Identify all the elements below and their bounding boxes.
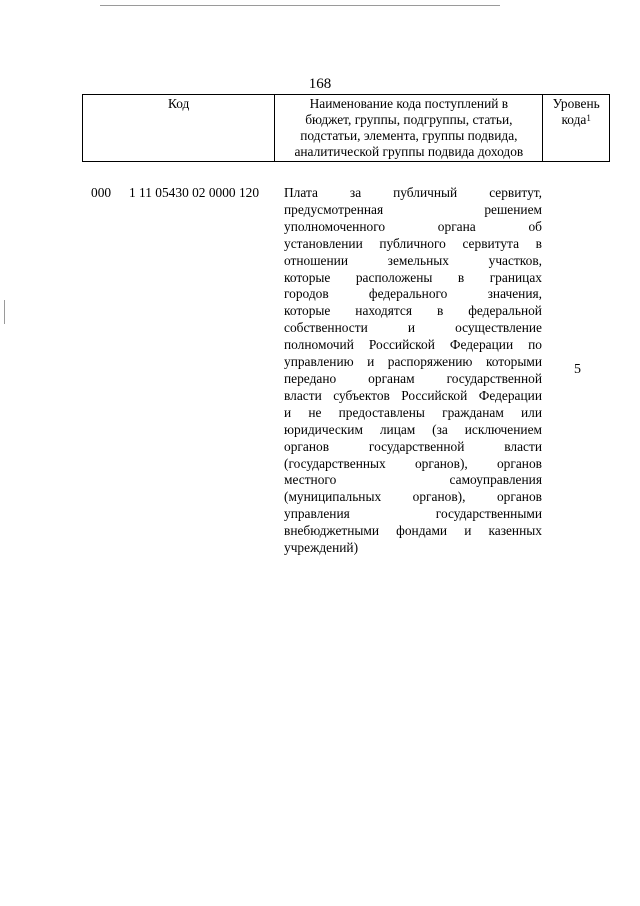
description-word: передано xyxy=(284,370,337,386)
description-line xyxy=(284,422,542,439)
description-word: решением xyxy=(484,201,542,217)
description-word: и xyxy=(407,320,415,336)
description-word: уполномоченного xyxy=(284,218,386,234)
description-word: которые xyxy=(284,303,331,319)
description-word: государственной xyxy=(368,438,465,454)
header-level xyxy=(543,95,610,162)
description-word: местного xyxy=(284,472,337,488)
header-name-line: бюджет, группы, подгруппы, статьи, xyxy=(305,112,513,127)
description-word: за xyxy=(349,185,362,200)
description-word: (муниципальных xyxy=(284,489,382,505)
description-word: находятся xyxy=(355,303,412,319)
description-line xyxy=(284,439,542,456)
scan-edge-mark-left xyxy=(4,300,5,324)
row-code-prefix: 000 xyxy=(91,185,112,200)
description-word: (государственных xyxy=(284,455,386,471)
description-word: границах xyxy=(489,269,542,285)
description-word: земельных xyxy=(387,252,449,268)
page-number: 168 xyxy=(308,76,332,92)
description-line xyxy=(284,270,542,287)
description-word: внебюджетными xyxy=(284,523,380,539)
description-word: распоряжению xyxy=(387,354,473,370)
description-word: которые xyxy=(284,269,331,285)
description-word: органов xyxy=(284,438,330,454)
description-word: Российской xyxy=(401,387,468,403)
description-line xyxy=(284,472,542,489)
row-level: 5 xyxy=(574,362,581,377)
description-word: казенных xyxy=(488,523,542,539)
description-word: Плата xyxy=(284,185,318,200)
description-word: городов xyxy=(284,286,329,302)
scan-edge-mark-top xyxy=(100,5,500,6)
header-name xyxy=(275,95,543,162)
footnote-marker: 1 xyxy=(586,113,591,123)
description-word: в xyxy=(436,303,444,319)
description-word: гражданам xyxy=(442,404,504,420)
description-word: Федерации xyxy=(478,387,542,403)
header-level-line xyxy=(546,112,606,128)
description-line xyxy=(284,371,542,388)
description-line xyxy=(284,337,542,354)
description-word: сервитута xyxy=(462,235,520,251)
description-word: самоуправления xyxy=(449,472,542,488)
description-line xyxy=(284,405,542,422)
header-code-label: Код xyxy=(167,96,190,111)
description-word: и xyxy=(367,354,375,370)
description-line xyxy=(284,320,542,337)
description-line xyxy=(284,489,542,506)
description-word: учреждений) xyxy=(284,540,359,556)
description-word: публичный xyxy=(393,185,458,200)
description-line xyxy=(284,253,542,270)
description-word: сервитут, xyxy=(489,185,542,200)
description-word: об xyxy=(528,218,542,234)
header-code xyxy=(83,95,275,162)
description-word: отношении xyxy=(284,252,348,268)
header-name-line: подстатьи, элемента, группы подвида, xyxy=(300,128,518,143)
description-word: субъектов xyxy=(333,387,390,403)
description-line xyxy=(284,236,542,253)
description-word: значения, xyxy=(487,286,542,302)
description-line xyxy=(284,286,542,303)
description-word: фондами xyxy=(396,523,448,539)
description-word: Федерации xyxy=(449,337,514,353)
row-code: 1 11 05430 02 0000 120 xyxy=(129,185,260,200)
description-line xyxy=(284,354,542,371)
description-word: органов), xyxy=(412,489,466,505)
description-word: органам xyxy=(368,370,415,386)
description-word: органа xyxy=(437,218,476,234)
table-header-row xyxy=(83,95,610,162)
description-word: лицам xyxy=(379,421,416,437)
description-word: органов), xyxy=(414,455,468,471)
description-word: государственными xyxy=(435,506,542,522)
description-word: полномочий xyxy=(284,337,354,353)
description-word: в xyxy=(535,235,542,251)
description-word: федерального xyxy=(368,286,448,302)
description-word: и xyxy=(284,404,292,420)
table-header xyxy=(82,94,610,162)
description-word: публичного xyxy=(379,235,446,251)
description-word: и xyxy=(464,523,472,539)
description-word: органов xyxy=(496,489,542,505)
header-name-line: Наименование кода поступлений в xyxy=(309,96,509,111)
description-word: управлению xyxy=(284,354,354,370)
description-line xyxy=(284,303,542,320)
description-word: по xyxy=(528,337,542,353)
header-level-word: кода xyxy=(561,112,587,127)
description-word: осуществление xyxy=(455,320,542,336)
description-line xyxy=(284,219,542,236)
description-line xyxy=(284,540,542,557)
description-word: юридическим xyxy=(284,421,363,437)
row-description xyxy=(284,185,542,557)
description-word: власти xyxy=(284,387,322,403)
description-word: в xyxy=(457,269,465,285)
description-word: собственности xyxy=(284,320,368,336)
description-line xyxy=(284,185,542,202)
description-word: власти xyxy=(504,438,542,454)
header-name-line: аналитической группы подвида доходов xyxy=(294,144,524,159)
description-word: расположены xyxy=(355,269,433,285)
description-word: Российской xyxy=(368,337,435,353)
description-word: участков, xyxy=(488,252,542,268)
description-word: (за xyxy=(432,421,448,437)
description-word: федеральной xyxy=(468,303,542,319)
description-word: управления xyxy=(284,506,350,522)
description-line xyxy=(284,523,542,540)
description-word: или xyxy=(520,404,542,420)
description-word: не xyxy=(308,404,322,420)
description-word: предусмотренная xyxy=(284,201,384,217)
description-line xyxy=(284,202,542,219)
header-level-line: Уровень xyxy=(552,96,600,111)
description-word: предоставлены xyxy=(338,404,425,420)
description-word: органов xyxy=(496,455,542,471)
description-line xyxy=(284,388,542,405)
description-line xyxy=(284,456,542,473)
description-word: исключением xyxy=(464,421,542,437)
description-line xyxy=(284,506,542,523)
description-word: государственной xyxy=(446,370,542,386)
description-word: которыми xyxy=(485,354,542,370)
description-word: установлении xyxy=(284,235,363,251)
